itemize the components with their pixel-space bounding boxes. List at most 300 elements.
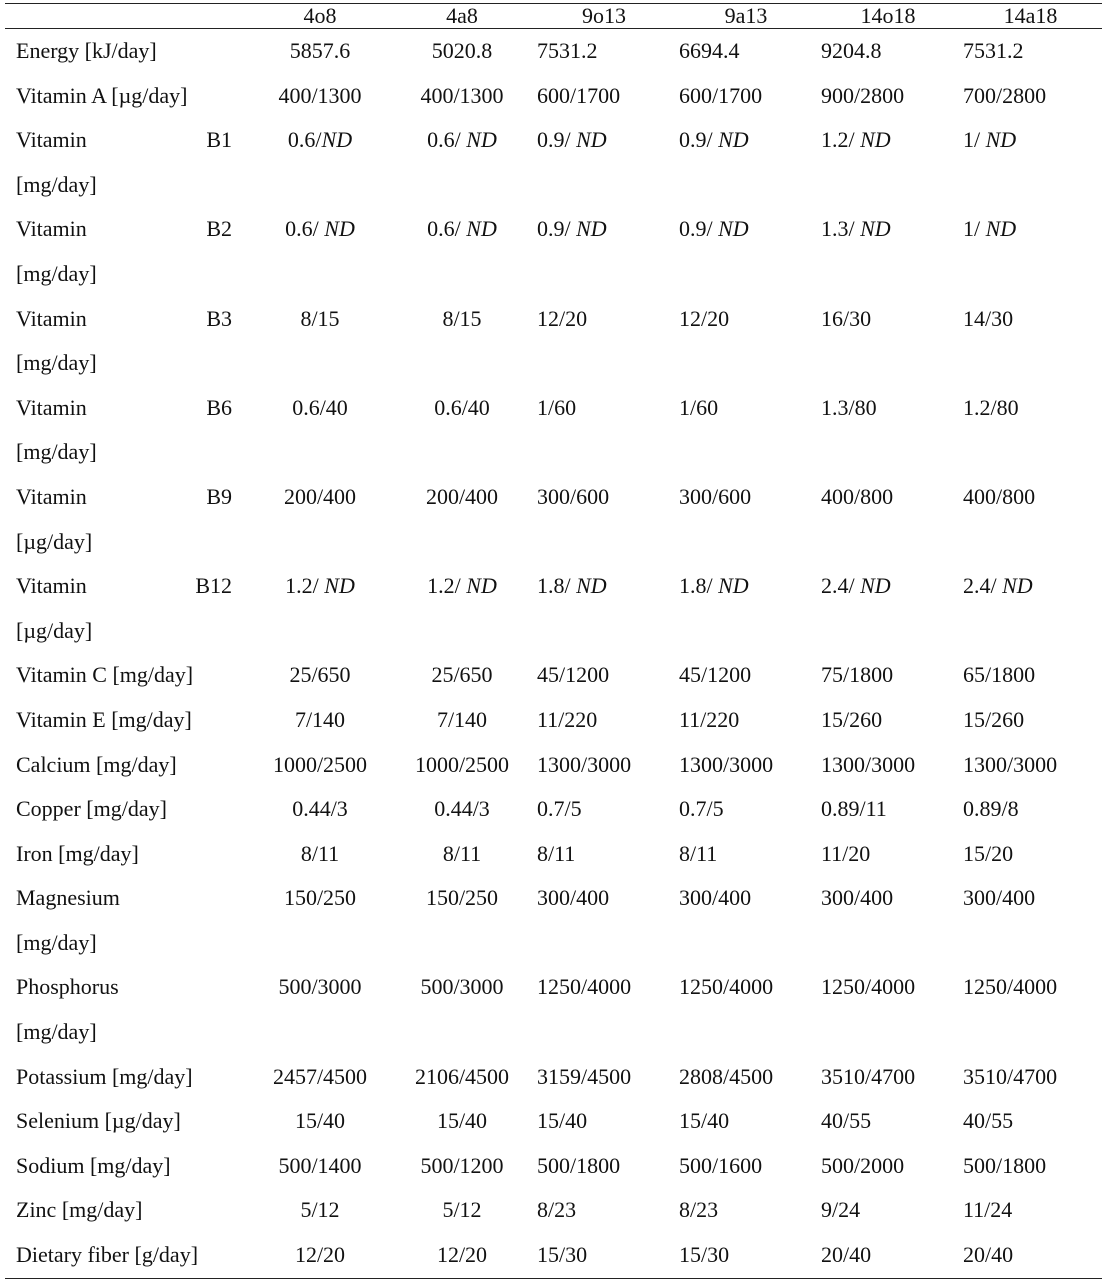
table-cell: [391, 475, 533, 564]
cell-value: 0.6/: [427, 127, 467, 153]
cell-not-determined: ND: [985, 127, 1017, 153]
table-cell: [817, 29, 959, 74]
row-label-text: Vitamin: [16, 483, 87, 509]
table-cell: [959, 297, 1102, 386]
table-cell: [959, 118, 1102, 207]
table-cell: [391, 1144, 533, 1189]
table-row: [5, 297, 1102, 386]
table-row: [5, 29, 1102, 74]
row-label-text: Magnesium: [16, 885, 120, 911]
cell-value: 300/400: [537, 885, 610, 911]
table-cell: [249, 74, 391, 119]
table-cell: [249, 297, 391, 386]
table-cell: [817, 386, 959, 475]
cell-value: 0.89/8: [963, 796, 1019, 822]
row-label-text: Iron [mg/day]: [16, 840, 139, 866]
table-cell: [249, 475, 391, 564]
cell-value: 5/12: [300, 1197, 340, 1223]
row-label-subtype: B12: [195, 573, 232, 599]
cell-value: 1250/4000: [679, 974, 774, 1000]
cell-value: 600/1700: [537, 82, 621, 108]
cell-value: 15/260: [963, 706, 1025, 732]
table-cell: [249, 1188, 391, 1233]
table-cell: [533, 653, 675, 698]
table-cell: [817, 1233, 959, 1278]
cell-value: 500/1800: [537, 1152, 621, 1178]
cell-value: 1.8/: [537, 573, 577, 599]
table-cell: [391, 1055, 533, 1100]
cell-value: 1/60: [537, 394, 577, 420]
table-row: [5, 743, 1102, 788]
cell-value: 1.2/: [821, 127, 861, 153]
cell-not-determined: ND: [985, 216, 1017, 242]
cell-not-determined: ND: [466, 573, 497, 599]
row-label-unit: [mg/day]: [16, 260, 97, 286]
cell-value: 150/250: [283, 885, 357, 911]
table-row: [5, 207, 1102, 296]
row-label-text: Vitamin: [16, 305, 87, 331]
cell-not-determined: ND: [860, 216, 891, 242]
table-cell: [391, 297, 533, 386]
table-cell: [959, 698, 1102, 743]
row-label-line1: [16, 965, 232, 1010]
row-label-subtype: B6: [206, 394, 232, 420]
table-cell: [391, 29, 533, 74]
cell-value: 12/20: [679, 305, 730, 331]
cell-value: 500/1600: [679, 1152, 763, 1178]
row-label: [5, 1055, 249, 1100]
cell-value: 3510/4700: [963, 1063, 1058, 1089]
header-cell-blank: [5, 4, 249, 29]
cell-value: 1300/3000: [537, 751, 632, 777]
cell-value: 0.89/11: [821, 796, 887, 822]
cell-value: 1.8/: [679, 573, 719, 599]
table-body: [5, 29, 1102, 1279]
row-label-unit: [mg/day]: [16, 1019, 97, 1045]
table-cell: [249, 787, 391, 832]
row-label-text: Copper [mg/day]: [16, 796, 167, 822]
table-cell: [959, 386, 1102, 475]
row-label: [5, 653, 249, 698]
cell-not-determined: ND: [321, 127, 353, 153]
table-cell: [391, 74, 533, 119]
row-label-text: Selenium [µg/day]: [16, 1108, 181, 1134]
cell-not-determined: ND: [860, 127, 891, 153]
cell-value: 400/1300: [278, 82, 362, 108]
row-label-text: Dietary fiber [g/day]: [16, 1242, 199, 1268]
table-cell: [533, 965, 675, 1054]
cell-value: 0.7/5: [679, 796, 724, 822]
table-row: [5, 386, 1102, 475]
table-row: [5, 475, 1102, 564]
cell-value: 300/400: [963, 885, 1036, 911]
cell-value: 45/1200: [537, 662, 610, 688]
cell-value: 40/55: [821, 1108, 872, 1134]
table-cell: [249, 743, 391, 788]
table-cell: [959, 832, 1102, 877]
table-cell: [817, 74, 959, 119]
table-cell: [391, 207, 533, 296]
table-cell: [817, 787, 959, 832]
cell-value: 1.2/: [427, 573, 467, 599]
cell-not-determined: ND: [466, 216, 497, 242]
cell-value: 500/1400: [278, 1152, 362, 1178]
cell-value: 1250/4000: [537, 974, 632, 1000]
table-cell: [817, 653, 959, 698]
cell-value: 7/140: [294, 706, 346, 732]
cell-value: 25/650: [289, 662, 351, 688]
table-cell: [249, 876, 391, 965]
cell-value: 500/3000: [278, 974, 362, 1000]
table-cell: [249, 564, 391, 653]
cell-value: 25/650: [431, 662, 493, 688]
table-cell: [817, 743, 959, 788]
table-cell: [249, 118, 391, 207]
cell-value: 0.6/: [285, 216, 325, 242]
cell-not-determined: ND: [466, 127, 497, 153]
table-cell: [533, 297, 675, 386]
table-cell: [249, 1144, 391, 1189]
row-label: [5, 564, 249, 653]
cell-value: 1250/4000: [821, 974, 916, 1000]
row-label: [5, 207, 249, 296]
cell-value: 500/3000: [420, 974, 504, 1000]
header-cell: 4o8: [249, 4, 391, 29]
table-cell: [959, 564, 1102, 653]
row-label-line1: [16, 564, 232, 609]
cell-value: 8/23: [679, 1197, 719, 1223]
row-label-text: Phosphorus: [16, 974, 119, 1000]
cell-value: 0.9/: [537, 127, 577, 153]
table-row: [5, 74, 1102, 119]
cell-not-determined: ND: [576, 127, 607, 153]
row-label-unit: [mg/day]: [16, 350, 97, 376]
table-row: [5, 118, 1102, 207]
cell-value: 6694.4: [679, 38, 740, 63]
row-label-line1: [16, 207, 232, 252]
row-label-text: Vitamin: [16, 573, 87, 599]
cell-value: 1.3/80: [821, 394, 877, 420]
cell-value: 8/15: [300, 305, 340, 331]
cell-value: 2808/4500: [679, 1063, 774, 1089]
table-cell: [959, 876, 1102, 965]
cell-value: 65/1800: [963, 662, 1036, 688]
cell-value: 8/23: [537, 1197, 577, 1223]
row-label: [5, 876, 249, 965]
table-cell: [533, 1233, 675, 1278]
table-row: [5, 698, 1102, 743]
cell-value: 15/260: [821, 706, 883, 732]
table-cell: [391, 832, 533, 877]
table-cell: [817, 297, 959, 386]
cell-value: 15/30: [537, 1242, 588, 1268]
table-cell: [533, 29, 675, 74]
table-row: [5, 832, 1102, 877]
cell-not-determined: ND: [324, 216, 355, 242]
table-cell: [675, 653, 817, 698]
table-cell: [391, 1233, 533, 1278]
table-cell: [249, 29, 391, 74]
cell-value: 15/30: [679, 1242, 730, 1268]
cell-value: 1/60: [679, 394, 719, 420]
row-label-unit: [µg/day]: [16, 528, 93, 554]
cell-not-determined: ND: [324, 573, 355, 599]
cell-value: 1300/3000: [821, 751, 916, 777]
row-label-line1: [16, 876, 232, 921]
table-cell: [675, 297, 817, 386]
table-row: [5, 1099, 1102, 1144]
cell-value: 0.6/: [427, 216, 467, 242]
cell-value: 15/40: [436, 1108, 488, 1134]
table-cell: [959, 207, 1102, 296]
table-cell: [675, 475, 817, 564]
cell-value: 20/40: [963, 1242, 1014, 1268]
cell-value: 15/40: [294, 1108, 346, 1134]
table-cell: [391, 1188, 533, 1233]
row-label-line1: [16, 475, 232, 520]
table-cell: [959, 653, 1102, 698]
cell-value: 7/140: [436, 706, 488, 732]
cell-value: 300/400: [679, 885, 752, 911]
table-cell: [817, 698, 959, 743]
table-cell: [817, 207, 959, 296]
table-cell: [533, 118, 675, 207]
table-row: [5, 1144, 1102, 1189]
cell-value: 2106/4500: [414, 1063, 510, 1089]
table-cell: [959, 74, 1102, 119]
table-cell: [533, 1055, 675, 1100]
cell-value: 8/15: [442, 305, 482, 331]
row-label-subtype: B9: [206, 483, 232, 509]
table-cell: [959, 29, 1102, 74]
table-cell: [391, 118, 533, 207]
row-label: [5, 965, 249, 1054]
table-cell: [533, 832, 675, 877]
table-cell: [675, 698, 817, 743]
cell-not-determined: ND: [576, 573, 607, 599]
cell-value: 75/1800: [821, 662, 894, 688]
table-cell: [817, 876, 959, 965]
cell-value: 11/220: [537, 706, 598, 732]
table-row: [5, 876, 1102, 965]
table-cell: [817, 1144, 959, 1189]
table-cell: [817, 1055, 959, 1100]
cell-value: 11/20: [821, 840, 871, 866]
row-label-text: Zinc [mg/day]: [16, 1197, 143, 1223]
cell-value: 500/1800: [963, 1152, 1047, 1178]
row-label-text: Energy [kJ/day]: [16, 38, 157, 63]
cell-value: 15/40: [537, 1108, 588, 1134]
row-label: [5, 1188, 249, 1233]
table-cell: [675, 207, 817, 296]
cell-value: 9/24: [821, 1197, 861, 1223]
cell-not-determined: ND: [718, 127, 749, 153]
cell-value: 40/55: [963, 1108, 1014, 1134]
table-cell: [249, 1055, 391, 1100]
table-cell: [249, 965, 391, 1054]
cell-value: 900/2800: [821, 82, 905, 108]
cell-value: 1000/2500: [414, 751, 510, 777]
row-label-text: Vitamin C [mg/day]: [16, 662, 194, 688]
table-cell: [533, 564, 675, 653]
table-cell: [959, 1188, 1102, 1233]
table-cell: [391, 564, 533, 653]
cell-value: 0.6/40: [434, 394, 490, 420]
table-cell: [675, 965, 817, 1054]
row-label-unit: [mg/day]: [16, 929, 97, 955]
table-cell: [249, 832, 391, 877]
table-row: [5, 564, 1102, 653]
cell-value: 20/40: [821, 1242, 872, 1268]
table-cell: [533, 207, 675, 296]
header-row: [5, 4, 1102, 29]
table-cell: [675, 118, 817, 207]
cell-value: 45/1200: [679, 662, 752, 688]
table-cell: [817, 475, 959, 564]
table-cell: [249, 207, 391, 296]
table-cell: [533, 787, 675, 832]
cell-value: 3159/4500: [537, 1063, 632, 1089]
cell-value: 400/1300: [420, 82, 504, 108]
row-label-text: Vitamin: [16, 216, 87, 242]
row-label-text: Sodium [mg/day]: [16, 1152, 171, 1178]
cell-value: 12/20: [294, 1242, 346, 1268]
table-cell: [249, 1233, 391, 1278]
table-row: [5, 787, 1102, 832]
cell-value: 7531.2: [537, 38, 598, 63]
cell-value: 2.4/: [963, 573, 1003, 599]
table-cell: [249, 386, 391, 475]
row-label-unit: [mg/day]: [16, 439, 97, 465]
header-cell: 14o18: [817, 4, 959, 29]
cell-value: 8/11: [537, 840, 576, 866]
table-cell: [391, 386, 533, 475]
table-cell: [391, 965, 533, 1054]
cell-value: 150/250: [425, 885, 499, 911]
row-label-text: Calcium [mg/day]: [16, 751, 177, 777]
cell-value: 14/30: [963, 305, 1014, 331]
table-cell: [675, 1144, 817, 1189]
cell-value: 16/30: [821, 305, 872, 331]
cell-value: 500/2000: [821, 1152, 905, 1178]
cell-value: 12/20: [537, 305, 588, 331]
row-label-text: Vitamin A [µg/day]: [16, 82, 188, 108]
row-label-unit: [mg/day]: [16, 171, 97, 197]
cell-value: 2457/4500: [272, 1063, 368, 1089]
row-label-line1: [16, 386, 232, 431]
row-label: [5, 118, 249, 207]
table-cell: [391, 653, 533, 698]
cell-value: 1250/4000: [963, 974, 1058, 1000]
row-label: [5, 1233, 249, 1278]
table-cell: [817, 832, 959, 877]
table-cell: [533, 876, 675, 965]
table-cell: [817, 118, 959, 207]
table-cell: [533, 475, 675, 564]
table-row: [5, 1188, 1102, 1233]
cell-value: 3510/4700: [821, 1063, 916, 1089]
table-cell: [817, 965, 959, 1054]
row-label-subtype: B2: [206, 216, 232, 242]
row-label-line1: [16, 297, 232, 342]
row-label-unit: [µg/day]: [16, 617, 93, 643]
row-label-text: Vitamin: [16, 127, 87, 153]
cell-value: 0.9/: [679, 127, 719, 153]
cell-value: 0.6/: [287, 127, 322, 153]
cell-value: 8/11: [442, 840, 482, 866]
table-cell: [675, 787, 817, 832]
table-cell: [675, 1188, 817, 1233]
cell-value: 1.2/80: [963, 394, 1019, 420]
table-cell: [675, 29, 817, 74]
cell-value: 7531.2: [963, 38, 1024, 63]
table-cell: [675, 386, 817, 475]
row-label-text: Potassium [mg/day]: [16, 1063, 193, 1089]
row-label: [5, 386, 249, 475]
cell-value: 12/20: [436, 1242, 488, 1268]
cell-value: 0.44/3: [434, 796, 490, 822]
table-cell: [533, 1099, 675, 1144]
row-label-text: Vitamin: [16, 394, 87, 420]
table-cell: [391, 876, 533, 965]
cell-value: 15/40: [679, 1108, 730, 1134]
cell-value: 0.9/: [537, 216, 577, 242]
table-cell: [675, 743, 817, 788]
cell-value: 0.6/40: [292, 394, 348, 420]
table-cell: [391, 787, 533, 832]
cell-value: 400/800: [963, 483, 1036, 509]
table-cell: [391, 1099, 533, 1144]
table-cell: [959, 743, 1102, 788]
cell-not-determined: ND: [1002, 573, 1033, 599]
table-cell: [391, 698, 533, 743]
table-cell: [533, 743, 675, 788]
cell-value: 1.2/: [285, 573, 325, 599]
row-label: [5, 698, 249, 743]
cell-value: 1000/2500: [272, 751, 368, 777]
cell-value: 5/12: [442, 1197, 482, 1223]
cell-value: 0.9/: [679, 216, 719, 242]
row-label-subtype: B3: [206, 305, 232, 331]
cell-value: 8/11: [679, 840, 718, 866]
table-cell: [675, 832, 817, 877]
table-cell: [249, 698, 391, 743]
row-label-subtype: B1: [206, 127, 232, 153]
row-label: [5, 29, 249, 74]
cell-value: 200/400: [283, 483, 357, 509]
cell-value: 600/1700: [679, 82, 763, 108]
cell-value: 15/20: [963, 840, 1014, 866]
cell-not-determined: ND: [576, 216, 607, 242]
nutrient-table: [5, 3, 1102, 1279]
cell-value: 0.7/5: [537, 796, 582, 822]
cell-value: 1/: [963, 127, 986, 153]
table-cell: [817, 1188, 959, 1233]
table-cell: [959, 1233, 1102, 1278]
table-cell: [817, 564, 959, 653]
row-label: [5, 1144, 249, 1189]
row-label-line1: [16, 118, 232, 163]
table-row: [5, 653, 1102, 698]
cell-value: 500/1200: [420, 1152, 504, 1178]
row-label: [5, 475, 249, 564]
cell-value: 5857.6: [289, 38, 351, 63]
table-row: [5, 1055, 1102, 1100]
row-label: [5, 832, 249, 877]
cell-value: 5020.8: [431, 38, 493, 63]
table-cell: [675, 1233, 817, 1278]
header-cell: 9a13: [675, 4, 817, 29]
